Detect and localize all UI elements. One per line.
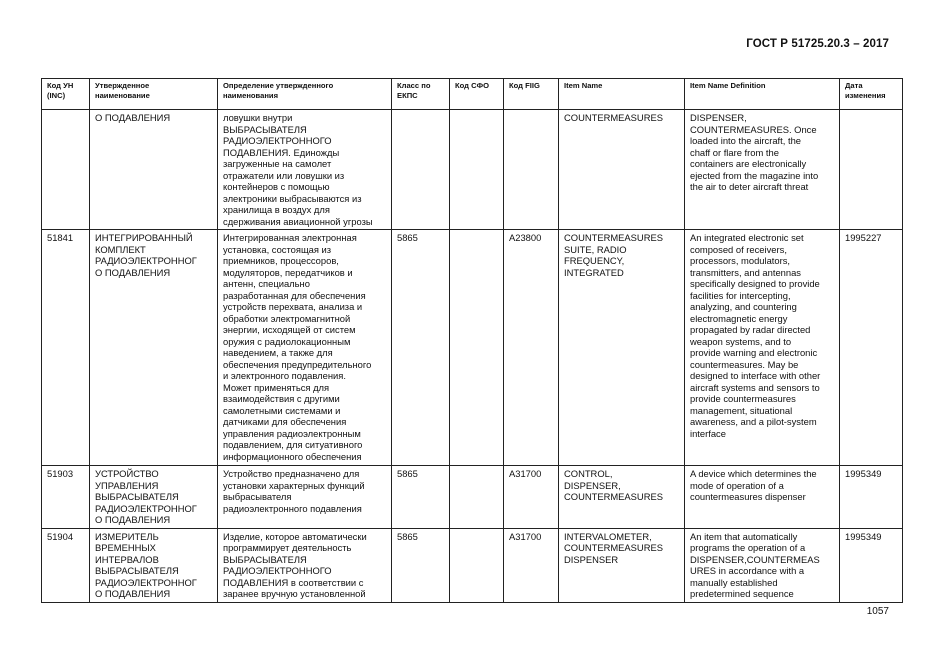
- page-number: 1057: [866, 606, 889, 617]
- cell-definition: ловушки внутри ВЫБРАСЫВАТЕЛЯ РАДИОЭЛЕКТРОННОГО ПОДАВЛЕНИЯ. Единожды загруженные на самолет отражатели или ловушки из контейнеров с помощью электроники выбрасываются из хранилища в воздух для сдерживания авиационной угрозы: [218, 110, 392, 230]
- cell-class: 5865: [392, 230, 450, 466]
- table-header-row: [42, 79, 903, 110]
- cell-definition: Интегрированная электронная установка, состоящая из приемников, процессоров, модуляторов, передатчиков и антенн, специально разработанная для обеспечения устройств перехвата, анализа и обработки электромагнитной энергии, исходящей от систем оружия с радиолокационным наведением, а также для обеспечения предупредительного и электронного подавления. Может применяться для взаимодействия с другими самолетными системами и датчиками для обеспечения управления радиоэлектронным подавлением, для ситуативного информационного обеспечения: [218, 230, 392, 466]
- cell-item-definition: An integrated electronic set composed of receivers, processors, modulators, transmitters, and antennas specifically designed to provide facilities for intercepting, analyzing, and countering electromagnetic energy propagated by radar directed weapon systems, and to provide warning and electronic countermeasures. May be designed to interface with other aircraft systems and sensors to provide countermeasures management, situational awareness, and a pilot-system interface: [685, 230, 840, 466]
- cell-class: 5865: [392, 528, 450, 602]
- cell-item-name: COUNTERMEASURES SUITE, RADIO FREQUENCY, INTEGRATED: [559, 230, 685, 466]
- cell-name: УСТРОЙСТВО УПРАВЛЕНИЯ ВЫБРАСЫВАТЕЛЯ РАДИОЭЛЕКТРОННОГ О ПОДАВЛЕНИЯ: [90, 466, 218, 529]
- cell-item-name: CONTROL, DISPENSER, COUNTERMEASURES: [559, 466, 685, 529]
- cell-sfo: [450, 110, 504, 230]
- header-code-fiig: Код FIIG: [504, 79, 559, 110]
- cell-name: ИЗМЕРИТЕЛЬ ВРЕМЕННЫХ ИНТЕРВАЛОВ ВЫБРАСЫВАТЕЛЯ РАДИОЭЛЕКТРОННОГ О ПОДАВЛЕНИЯ: [90, 528, 218, 602]
- table-row: [42, 466, 903, 529]
- cell-date: 1995349: [840, 466, 903, 529]
- cell-sfo: [450, 230, 504, 466]
- cell-sfo: [450, 466, 504, 529]
- header-code-sfo: Код СФО: [450, 79, 504, 110]
- cell-fiig: A23800: [504, 230, 559, 466]
- cell-item-name: COUNTERMEASURES: [559, 110, 685, 230]
- cell-class: [392, 110, 450, 230]
- cell-class: 5865: [392, 466, 450, 529]
- header-approved-definition: Определение утвержденного наименования: [218, 79, 392, 110]
- cell-fiig: [504, 110, 559, 230]
- cell-code: 51904: [42, 528, 90, 602]
- cell-code: 51841: [42, 230, 90, 466]
- cell-date: 1995349: [840, 528, 903, 602]
- table-row: [42, 110, 903, 230]
- header-approved-name: Утвержденное наименование: [90, 79, 218, 110]
- cell-name: ИНТЕГРИРОВАННЫЙ КОМПЛЕКТ РАДИОЭЛЕКТРОННОГ О ПОДАВЛЕНИЯ: [90, 230, 218, 466]
- specification-table: [41, 78, 903, 603]
- cell-definition: Устройство предназначено для установки характерных функций выбрасывателя радиоэлектронного подавления: [218, 466, 392, 529]
- cell-date: [840, 110, 903, 230]
- cell-fiig: A31700: [504, 466, 559, 529]
- header-change-date: Дата изменения: [840, 79, 903, 110]
- header-class-ekps: Класс по ЕКПС: [392, 79, 450, 110]
- cell-item-definition: A device which determines the mode of operation of a countermeasures dispenser: [685, 466, 840, 529]
- cell-fiig: A31700: [504, 528, 559, 602]
- header-item-name: Item Name: [559, 79, 685, 110]
- cell-name: О ПОДАВЛЕНИЯ: [90, 110, 218, 230]
- cell-item-definition: DISPENSER, COUNTERMEASURES. Once loaded into the aircraft, the chaff or flare from the containers are electronically ejected from the magazine into the air to deter aircraft threat: [685, 110, 840, 230]
- cell-code: 51903: [42, 466, 90, 529]
- table-row: [42, 230, 903, 466]
- cell-date: 1995227: [840, 230, 903, 466]
- header-code-un: Код УН (INC): [42, 79, 90, 110]
- cell-item-name: INTERVALOMETER, COUNTERMEASURES DISPENSER: [559, 528, 685, 602]
- document-standard-number: ГОСТ Р 51725.20.3 – 2017: [746, 38, 889, 50]
- cell-definition: Изделие, которое автоматически программирует деятельность ВЫБРАСЫВАТЕЛЯ РАДИОЭЛЕКТРОННОГО ПОДАВЛЕНИЯ в соответствии с заранее вручную установленной: [218, 528, 392, 602]
- header-item-name-definition: Item Name Definition: [685, 79, 840, 110]
- cell-sfo: [450, 528, 504, 602]
- table-row: [42, 528, 903, 602]
- cell-code: [42, 110, 90, 230]
- cell-item-definition: An item that automatically programs the operation of a DISPENSER,COUNTERMEAS URES in accordance with a manually established predetermined sequence: [685, 528, 840, 602]
